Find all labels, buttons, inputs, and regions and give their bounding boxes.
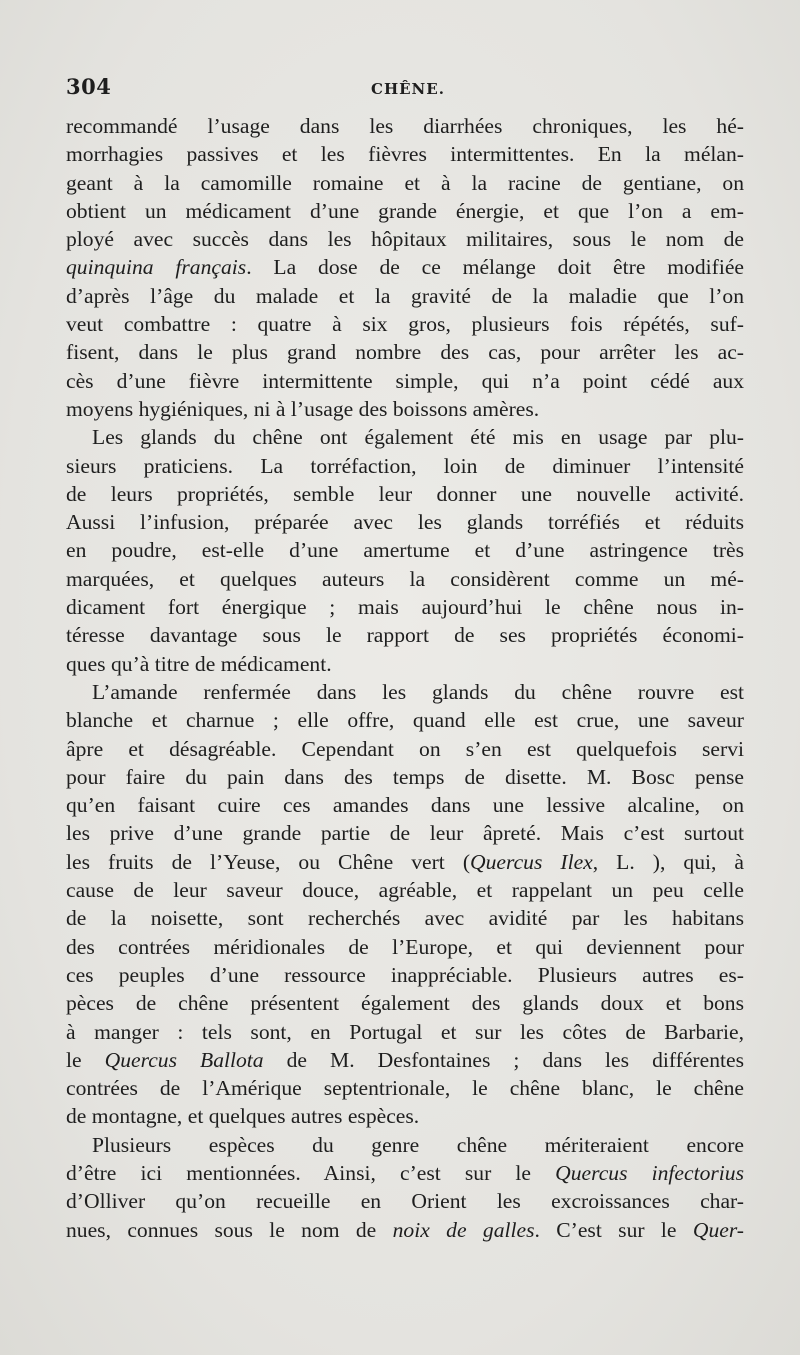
text-span: les fruits de l’Yeuse, ou Chêne vert ( — [66, 849, 471, 874]
text-line — [66, 1102, 744, 1130]
running-title: CHÊNE. — [371, 80, 445, 98]
text-line — [66, 706, 744, 734]
text-line — [66, 621, 744, 649]
text-span: âpre et désagréable. Cependant on s’en est quelquefois servi — [66, 736, 744, 761]
text-span: L’amande renfermée dans les glands du chêne rouvre est — [92, 679, 744, 704]
text-span: veut combattre : quatre à six gros, plusieurs fois répétés, suf- — [66, 312, 744, 337]
text-line — [66, 1131, 744, 1159]
text-span: obtient un médicament d’une grande énergie, et que l’on a em- — [66, 198, 744, 223]
text-line — [66, 169, 744, 197]
text-span: , L. ), qui, à — [592, 849, 745, 874]
text-span: pèces de chêne présentent également des glands doux et bons — [66, 991, 744, 1016]
text-line — [66, 452, 744, 480]
text-line — [66, 735, 744, 763]
page-header — [66, 74, 746, 102]
text-span: d’après l’âge du malade et la gravité de la maladie que l’on — [66, 283, 744, 308]
text-span: dicament fort énergique ; mais aujourd’hui le chêne nous in- — [66, 595, 744, 620]
text-line — [66, 112, 744, 140]
text-line — [66, 197, 744, 225]
text-line — [66, 961, 744, 989]
text-span: blanche et charnue ; elle offre, quand elle est crue, une saveur — [66, 708, 744, 733]
text-line — [66, 253, 744, 281]
text-span: d’être ici mentionnées. Ainsi, c’est sur le — [66, 1160, 556, 1185]
text-line — [66, 933, 744, 961]
text-line — [66, 536, 744, 564]
text-span: contrées de l’Amérique septentrionale, le chêne blanc, le chêne — [66, 1076, 744, 1101]
italic-span: Quercus Ballota — [104, 1047, 264, 1072]
text-span: en poudre, est-elle d’une amertume et d’une astringence très — [66, 538, 744, 563]
text-line — [66, 791, 744, 819]
text-line — [66, 593, 744, 621]
text-span: de leurs propriétés, semble leur donner une nouvelle activité. — [66, 481, 744, 506]
text-line — [66, 480, 744, 508]
text-span: des contrées méridionales de l’Europe, et qui deviennent pour — [66, 934, 744, 959]
text-line — [66, 1018, 744, 1046]
text-span: les prive d’une grande partie de leur âpreté. Mais c’est surtout — [66, 821, 744, 846]
page-number: 304 — [66, 74, 112, 99]
text-span: sieurs praticiens. La torréfaction, loin de diminuer l’intensité — [66, 453, 744, 478]
text-line — [66, 282, 744, 310]
text-span: moyens hygiéniques, ni à l’usage des boissons amères. — [66, 396, 540, 421]
text-span: marquées, et quelques auteurs la considèrent comme un mé- — [66, 566, 744, 591]
text-line — [66, 678, 744, 706]
text-span: Plusieurs espèces du genre chêne mériteraient encore — [92, 1132, 744, 1157]
text-line — [66, 140, 744, 168]
text-line — [66, 876, 744, 904]
italic-span: Quer- — [692, 1217, 744, 1242]
text-span: à manger : tels sont, en Portugal et sur les côtes de Barbarie, — [66, 1019, 744, 1044]
text-line — [66, 565, 744, 593]
text-line — [66, 848, 744, 876]
text-line — [66, 395, 744, 423]
text-span: Aussi l’infusion, préparée avec les glands torréfiés et réduits — [66, 510, 744, 535]
text-span: fisent, dans le plus grand nombre des cas, pour arrêter les ac- — [66, 340, 744, 365]
text-line — [66, 1216, 744, 1244]
text-span: de la noisette, sont recherchés avec avidité par les habitans — [66, 906, 744, 931]
text-span: qu’en faisant cuire ces amandes dans une lessive alcaline, on — [66, 793, 744, 818]
text-span: cès d’une fièvre intermittente simple, qui n’a point cédé aux — [66, 368, 744, 393]
text-line — [66, 763, 744, 791]
italic-span: Quercus Ilex — [470, 849, 593, 874]
text-line — [66, 1187, 744, 1215]
text-span: . La dose de ce mélange doit être modifiée — [246, 255, 744, 280]
italic-span: quinquina français — [66, 255, 247, 280]
text-span: de montagne, et quelques autres espèces. — [66, 1104, 420, 1129]
text-span: ques qu’à titre de médicament. — [66, 651, 332, 676]
text-line — [66, 1046, 744, 1074]
text-span: morrhagies passives et les fièvres intermittentes. En la mélan- — [66, 142, 744, 167]
text-span: . C’est sur le — [534, 1217, 693, 1242]
text-line — [66, 338, 744, 366]
text-span: de M. Desfontaines ; dans les différentes — [263, 1047, 744, 1072]
text-span: nues, connues sous le nom de — [66, 1217, 393, 1242]
text-span: téresse davantage sous le rapport de ses propriétés économi- — [66, 623, 744, 648]
text-line — [66, 423, 744, 451]
italic-span: noix de galles — [392, 1217, 535, 1242]
text-line — [66, 508, 744, 536]
text-span: ployé avec succès dans les hôpitaux militaires, sous le nom de — [66, 227, 744, 252]
text-line — [66, 225, 744, 253]
text-span: le — [66, 1047, 105, 1072]
text-line — [66, 1159, 744, 1187]
text-line — [66, 367, 744, 395]
body-text — [66, 112, 744, 1244]
text-line — [66, 650, 744, 678]
text-line — [66, 904, 744, 932]
text-line — [66, 310, 744, 338]
text-line — [66, 989, 744, 1017]
text-span: cause de leur saveur douce, agréable, et rappelant un peu celle — [66, 878, 744, 903]
text-span: recommandé l’usage dans les diarrhées chroniques, les hé- — [66, 114, 744, 138]
text-span: ces peuples d’une ressource inappréciable. Plusieurs autres es- — [66, 962, 744, 987]
text-span: Les glands du chêne ont également été mis en usage par plu- — [92, 425, 744, 450]
text-span: geant à la camomille romaine et à la racine de gentiane, on — [66, 170, 744, 195]
italic-span: Quercus infectorius — [555, 1160, 744, 1185]
text-line — [66, 1074, 744, 1102]
text-span: pour faire du pain dans des temps de disette. M. Bosc pense — [66, 764, 744, 789]
text-line — [66, 819, 744, 847]
text-span: d’Olliver qu’on recueille en Orient les excroissances char- — [66, 1189, 744, 1214]
